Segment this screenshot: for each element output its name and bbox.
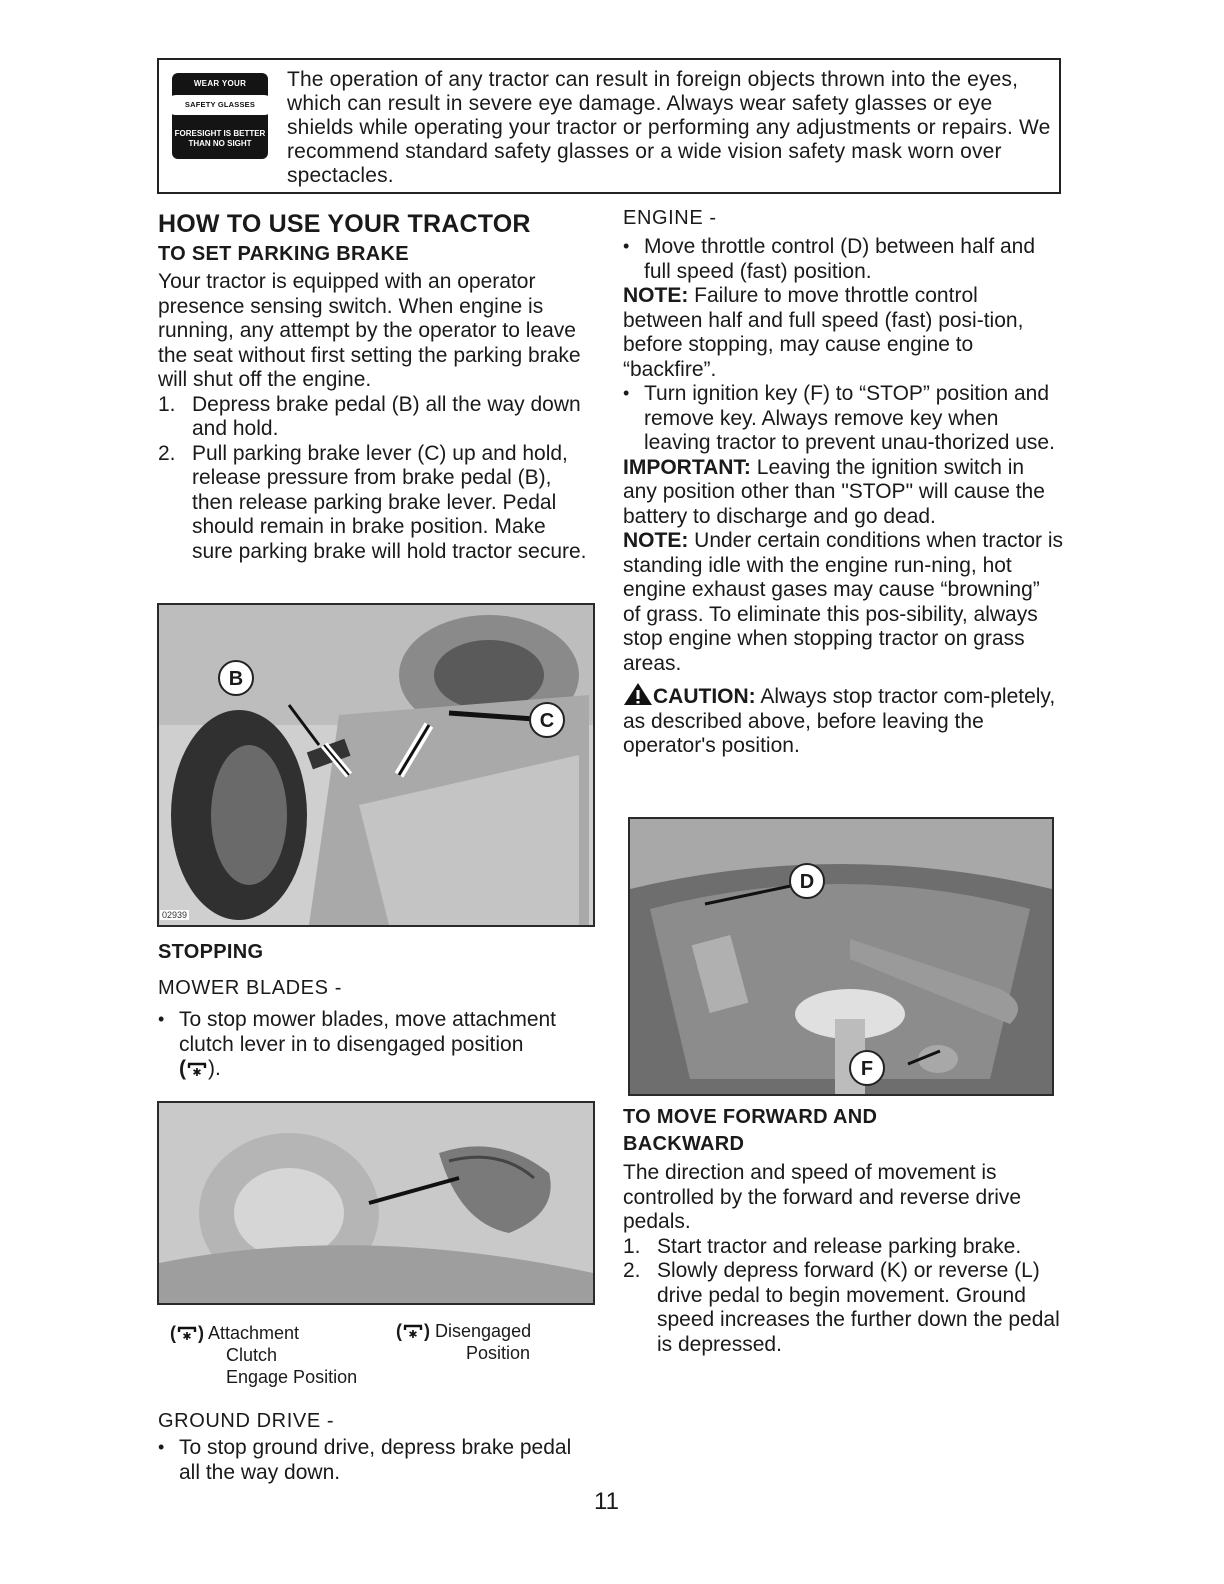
step-text: Slowly depress forward (K) or reverse (L) drive pedal to begin movement. Ground speed increases the further down the pedal is depressed. xyxy=(657,1259,1060,1356)
note-browning: NOTE: Under certain conditions when tractor is standing idle with the engine run-ning, hot engine exhaust gases may cause “browning” of grass. To eliminate this pos-sibility, always stop engine when stopping tractor on grass areas. xyxy=(623,529,1064,675)
ground-drive-subheading: GROUND DRIVE - xyxy=(158,1410,335,1432)
list-item xyxy=(623,1235,1063,1260)
engine-subheading: ENGINE - xyxy=(623,207,717,229)
legend-disengaged: Disengaged xyxy=(435,1321,532,1341)
safety-warning-text: The operation of any tractor can result in foreign objects thrown into the eyes, which can result in severe eye damage. Always wear safety glasses or eye shields while operating your tractor or performing any adjustments or repairs. We recommend standard safety glasses or a wide vision safety mask worn over spectacles. xyxy=(287,68,1051,187)
stopping-heading: STOPPING xyxy=(158,941,264,963)
list-item: • Turn ignition key (F) to “STOP” position and remove key. Always remove key when leaving tractor to prevent unau-thorized use. xyxy=(623,382,1055,454)
parking-brake-heading: TO SET PARKING BRAKE xyxy=(158,243,409,265)
list-item: • To stop ground drive, depress brake pedal all the way down. xyxy=(158,1436,572,1484)
parking-brake-intro: Your tractor is equipped with an operator presence sensing switch. When engine is running, any attempt by the operator to leave the seat without first setting the parking brake will shut off the engine. xyxy=(158,270,581,391)
svg-text:✱: ✱ xyxy=(408,1328,418,1340)
mower-blades-subheading: MOWER BLADES - xyxy=(158,977,342,999)
section-heading: HOW TO USE YOUR TRACTOR xyxy=(158,210,531,238)
mower-stop-text-end: ). xyxy=(208,1057,221,1080)
step-number: 1. xyxy=(158,392,176,416)
throttle-text: Move throttle control (D) between half and full speed (fast) position. xyxy=(644,235,1036,283)
callout-b: B xyxy=(218,660,254,696)
svg-text:✱: ✱ xyxy=(192,1066,202,1078)
legend-engage-position: Engage Position xyxy=(226,1367,358,1387)
step-text: Start tractor and release parking brake. xyxy=(657,1234,1022,1258)
step-number: 1. xyxy=(623,1234,641,1258)
legend-position: Position xyxy=(466,1343,531,1363)
step-number: 2. xyxy=(623,1259,641,1282)
warning-triangle-icon xyxy=(623,682,653,706)
move-intro: The direction and speed of movement is controlled by the forward and reverse drive pedals. xyxy=(623,1161,1022,1233)
list-item xyxy=(623,1259,1063,1357)
move-heading-line1: TO MOVE FORWARD AND xyxy=(623,1106,878,1128)
callout-f: F xyxy=(849,1050,885,1086)
list-item xyxy=(158,442,588,565)
svg-text:✱: ✱ xyxy=(182,1330,192,1342)
important-note: IMPORTANT: Leaving the ignition switch in any position other than "STOP" will cause the battery to discharge and go dead. xyxy=(623,455,1045,528)
list-item: • Move throttle control (D) between half and full speed (fast) position. xyxy=(623,235,1036,283)
disengaged-clutch-icon xyxy=(402,1322,424,1340)
legend-clutch: Clutch xyxy=(226,1345,278,1365)
parking-brake-figure xyxy=(157,603,595,927)
mower-stop-text: To stop mower blades, move attachment clutch lever in to disengaged position xyxy=(179,1008,557,1056)
disengaged-clutch-icon xyxy=(186,1060,208,1078)
step-number: 2. xyxy=(158,441,176,465)
list-item xyxy=(158,393,588,442)
safety-glasses-icon xyxy=(172,73,268,159)
disengage-legend: ( ✱ ) Disengaged Position xyxy=(396,1321,532,1363)
throttle-ignition-figure xyxy=(628,817,1054,1096)
note-backfire: NOTE: Failure to move throttle control between half and full speed (fast) posi-tion, before stopping, may cause engine to “backfire”. xyxy=(623,284,1024,381)
step-text: Pull parking brake lever (C) up and hold, release pressure from brake pedal (B), then release parking brake lever. Pedal should remain in brake position. Make sure parking brake will hold tractor secure. xyxy=(192,441,587,563)
engage-legend: ( ✱ ) Attachment Clutch Engage Position xyxy=(170,1323,358,1387)
callout-d: D xyxy=(789,863,825,899)
engaged-clutch-icon xyxy=(176,1324,198,1342)
move-heading-line2: BACKWARD xyxy=(623,1133,745,1155)
figure-code: 02939 xyxy=(162,910,188,920)
ground-drive-text: To stop ground drive, depress brake pedal all the way down. xyxy=(179,1436,572,1484)
list-item: • To stop mower blades, move attachment clutch lever in to disengaged position ( ✱ ). xyxy=(158,1008,557,1080)
icon-text-no-sight: THAN NO SIGHT xyxy=(188,139,252,148)
caution-note: CAUTION: Always stop tractor com-pletely, as described above, before leaving the operator's position. xyxy=(623,682,1063,759)
callout-c: C xyxy=(529,702,565,738)
legend-attachment: Attachment xyxy=(208,1323,300,1343)
icon-text-wear-your: WEAR YOUR xyxy=(193,79,247,88)
icon-text-foresight: FORESIGHT IS BETTER xyxy=(174,129,266,138)
icon-text-safety-glasses: SAFETY GLASSES xyxy=(184,100,256,109)
page-number: 11 xyxy=(594,1488,619,1515)
step-text: Depress brake pedal (B) all the way down and hold. xyxy=(192,392,581,440)
ignition-text: Turn ignition key (F) to “STOP” position and remove key. Always remove key when leaving tractor to prevent unau-thorized use. xyxy=(644,382,1055,454)
attachment-clutch-figure xyxy=(157,1101,595,1305)
